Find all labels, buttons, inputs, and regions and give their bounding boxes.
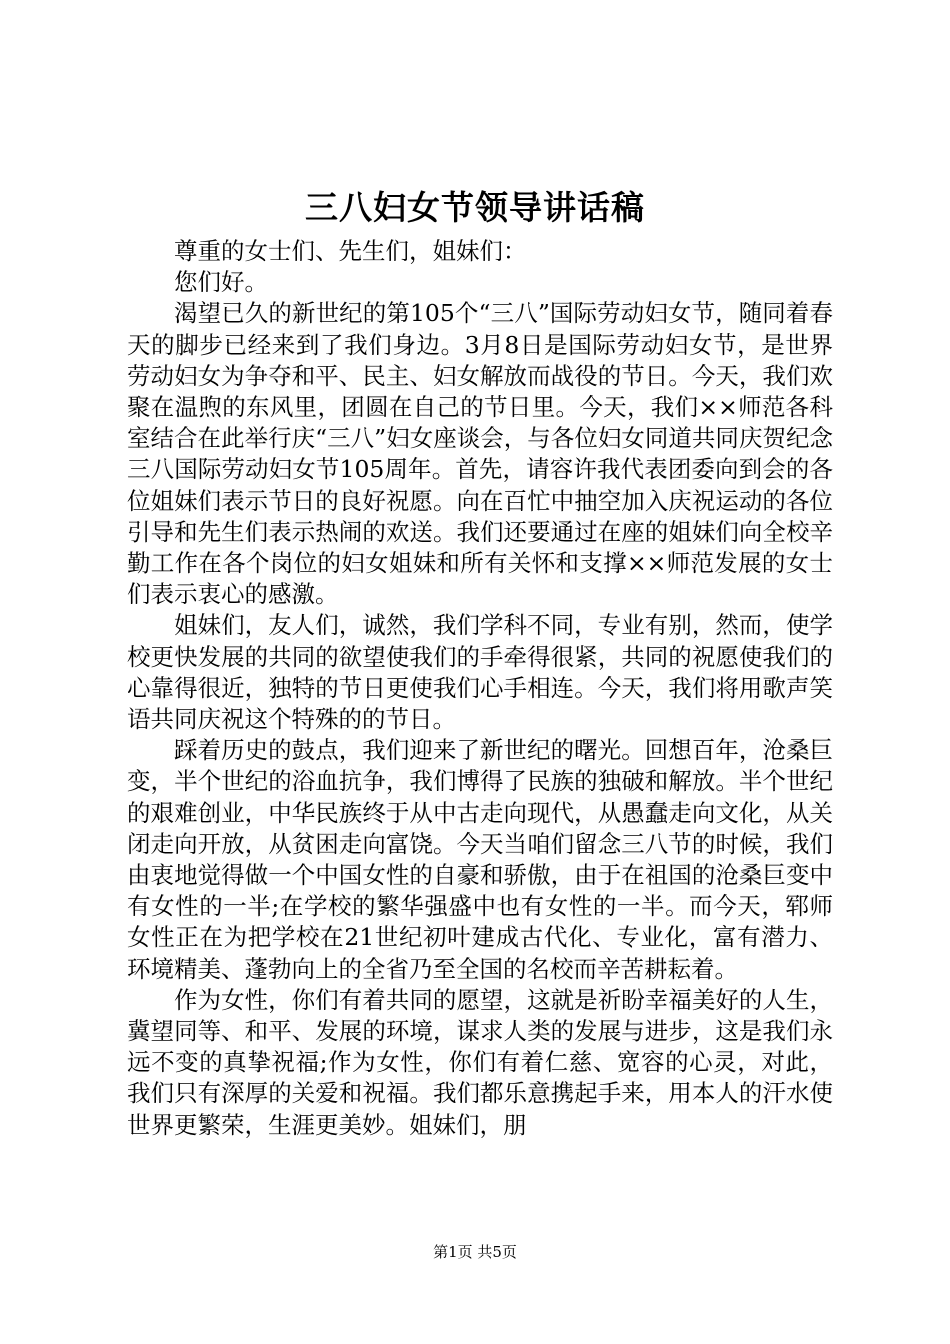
paragraph-salutation: 尊重的女士们、先生们，姐妹们： [174, 237, 527, 265]
page-number-footer: 第1页 共5页 [433, 1243, 517, 1261]
paragraph: 姐妹们，友人们，诚然，我们学科不同，专业有别，然而，使学校更快发展的共同的欲望使我们的手牵得很紧，共同的祝愿使我们的心靠得很近，独特的节日更使我们心手相连。今天，我们将用歌声笑语共同庆祝这个特殊的的节日。 [127, 611, 833, 734]
document-title: 三八妇女节领导讲话稿 [305, 188, 645, 227]
paragraph: 踩着历史的鼓点，我们迎来了新世纪的曙光。回想百年，沧桑巨变，半个世纪的浴血抗争，我们博得了民族的独破和解放。半个世纪的艰难创业，中华民族终于从中古走向现代，从愚蠢走向文化，从关闭走向开放，从贫困走向富饶。今天当咱们留念三八节的时候，我们由衷地觉得做一个中国女性的自豪和骄傲，由于在祖国的沧桑巨变中有女性的一半;在学校的繁华强盛中也有女性的一半。而今天，郓师女性正在为把学校在21世纪初叶建成古代化、专业化，富有潜力、环境精美、蓬勃向上的全省乃至全国的名校而辛苦耕耘着。 [127, 736, 833, 983]
paragraph-greeting: 您们好。 [174, 268, 268, 297]
paragraph: 渴望已久的新世纪的第105个“三八”国际劳动妇女节，随同着春天的脚步已经来到了我们身边。3月8日是国际劳动妇女节，是世界劳动妇女为争夺和平、民主、妇女解放而战役的节日。今天，我们欢聚在温煦的东风里，团圆在自己的节日里。今天，我们××师范各科室结合在此举行庆“三八”妇女座谈会，与各位妇女同道共同庆贺纪念三八国际劳动妇女节105周年。首先，请容许我代表团委向到会的各位姐妹们表示节日的良好祝愿。向在百忙中抽空加入庆祝运动的各位引导和先生们表示热闹的欢送。我们还要通过在座的姐妹们向全校辛勤工作在各个岗位的妇女姐妹和所有关怀和支撑××师范发展的女士们表示衷心的感激。 [127, 299, 833, 609]
document-body [127, 236, 833, 1141]
paragraph: 作为女性，你们有着共同的愿望，这就是祈盼幸福美好的人生，冀望同等、和平、发展的环境，谋求人类的发展与进步，这是我们永远不变的真挚祝福;作为女性，你们有着仁慈、宽容的心灵，对此，我们只有深厚的关爱和祝福。我们都乐意携起手来，用本人的汗水使世界更繁荣，生涯更美妙。姐妹们，朋 [127, 985, 833, 1139]
